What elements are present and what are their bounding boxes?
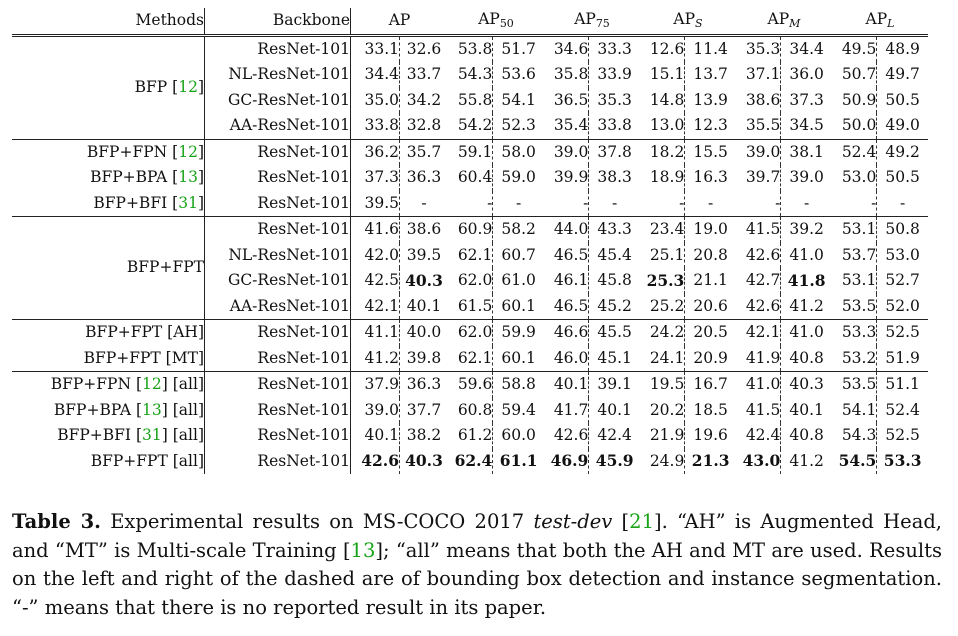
backbone-cell: ResNet-101 [205,398,351,424]
value-cell: 36.5 [544,88,589,114]
value-cell: 39.1 [589,372,640,398]
backbone-cell: AA-ResNet-101 [205,113,351,139]
value-cell: 49.2 [877,139,928,165]
backbone-cell: GC-ResNet-101 [205,268,351,294]
value-cell: 46.0 [544,346,589,372]
value-cell: 20.9 [693,348,728,367]
col-header-methods: Methods [12,8,205,35]
value-cell: 46.5 [544,294,589,320]
value-cell: 50.9 [832,88,877,114]
value-cell: 40.1 [406,296,442,315]
value-cell: 34.4 [781,35,832,62]
value-cell: 41.2 [351,346,400,372]
value-cell: 40.1 [597,400,632,419]
value-cell: 35.8 [544,62,589,88]
value-cell: 34.4 [351,62,400,88]
method-cell-bfp-bpa: BFP+BPA [13] [12,165,205,191]
value-cell: 51.7 [493,35,544,62]
value-cell: 45.4 [597,245,632,264]
backbone-cell: GC-ResNet-101 [205,88,351,114]
best-value: 61.1 [499,451,538,470]
citation-link[interactable]: 13 [142,400,162,419]
method-cell-bpa-all: BFP+BPA [13] [all] [12,398,205,424]
value-cell: 62.0 [448,320,493,346]
best-value: 54.5 [838,451,877,470]
backbone-cell: NL-ResNet-101 [205,62,351,88]
table-row [12,217,928,243]
backbone-cell: ResNet-101 [205,191,351,217]
value-cell: 41.2 [789,451,824,470]
value-cell: 50.5 [885,168,920,186]
value-cell: 59.0 [501,168,536,186]
value-cell: 45.8 [597,271,632,289]
header-row [12,8,928,35]
value-cell: 61.0 [501,271,536,289]
value-cell [832,449,877,475]
value-cell: 20.6 [693,296,728,315]
col-header-apl: $AP_L$ [865,10,895,31]
backbone-cell: ResNet-101 [205,139,351,165]
value-cell: 41.0 [781,320,832,346]
table-caption: Table 3. Experimental results on MS-COCO 2017 test-dev [21]. “AH” is Augmented Head, and “MT” is Multi-scale Training [13]; “all” means that both the AH and MT are used. Results on the left and right of the dashed are of bounding box detection and instance segmentation. “-” means that there is no reported result in its paper. [12,510,943,619]
value-cell: 37.8 [589,139,640,165]
value-cell: 53.7 [832,243,877,269]
value-cell: 11.4 [685,35,736,62]
value-cell: 33.9 [597,65,632,83]
method-cell-bfp: BFP [12] [12,35,205,139]
value-cell: 44.0 [544,217,589,243]
value-cell: 40.8 [789,426,824,444]
value-cell: 39.8 [406,348,442,367]
value-cell: 40.8 [789,348,824,367]
value-cell: - [421,193,427,212]
best-value: 40.3 [405,270,443,290]
value-cell: 60.8 [448,398,493,424]
table-row [12,165,928,191]
value-cell: - [832,191,877,217]
best-value: 41.8 [787,270,826,290]
value-cell: 39.0 [544,139,589,165]
table-row [12,423,928,449]
value-cell: 15.1 [640,62,685,88]
method-cell-fpt-all: BFP+FPT [all] [12,449,205,475]
method-cell-bfp-fpt: BFP+FPT [12,217,205,320]
value-cell: 33.1 [351,35,400,62]
table-row [12,191,928,217]
value-cell [685,449,736,475]
value-cell: 40.1 [789,400,824,419]
value-cell: 36.3 [406,168,442,186]
backbone-cell: ResNet-101 [205,217,351,243]
value-cell: - [736,191,781,217]
value-cell: 40.1 [544,372,589,398]
backbone-cell: ResNet-101 [205,320,351,346]
best-value: 21.3 [691,451,730,470]
value-cell: 38.3 [597,168,632,186]
backbone-cell: ResNet-101 [205,423,351,449]
value-cell: 53.1 [832,268,877,294]
value-cell: 54.3 [832,423,877,449]
value-cell: 13.7 [693,65,728,83]
value-cell: 59.1 [448,139,493,165]
value-cell: 52.3 [501,116,536,134]
value-cell: 39.9 [544,165,589,191]
value-cell: 50.0 [832,113,877,139]
backbone-cell: ResNet-101 [205,372,351,398]
value-cell: 53.2 [832,346,877,372]
value-cell: 59.9 [493,320,544,346]
value-cell: 59.4 [501,400,536,419]
value-cell: 46.5 [544,243,589,269]
value-cell: - [900,193,906,212]
caption-label: Table 3. [12,510,101,533]
value-cell: 20.5 [685,320,736,346]
value-cell: 13.9 [693,90,728,109]
table-row [12,398,928,424]
value-cell: 42.1 [736,320,781,346]
citation-link[interactable]: 31 [142,426,162,444]
backbone-cell: AA-ResNet-101 [205,294,351,320]
value-cell: 52.5 [877,320,928,346]
value-cell: 60.4 [448,165,493,191]
value-cell: 35.3 [736,35,781,62]
value-cell: 60.7 [501,245,536,264]
value-cell: 35.0 [351,88,400,114]
value-cell: 52.0 [885,296,920,315]
value-cell: 34.2 [406,90,442,109]
value-cell: 38.1 [781,139,832,165]
value-cell: 34.5 [789,116,824,134]
value-cell: 39.5 [406,245,442,264]
value-cell: 53.5 [832,294,877,320]
value-cell: 45.5 [589,320,640,346]
value-cell [736,449,781,475]
value-cell: - [640,191,685,217]
backbone-cell: ResNet-101 [205,35,351,62]
value-cell: 14.8 [640,88,685,114]
col-header-backbone: Backbone [205,8,351,35]
value-cell: 60.0 [501,426,536,444]
value-cell: 42.6 [544,423,589,449]
method-cell-fpt-ah: BFP+FPT [AH] [12,320,205,346]
citation-link[interactable]: 12 [178,77,198,96]
value-cell: 42.4 [736,423,781,449]
value-cell: 24.2 [640,320,685,346]
best-value: 25.3 [646,270,685,290]
table-row [12,346,928,372]
value-cell: 18.2 [640,139,685,165]
value-cell: - [804,193,810,212]
value-cell: 38.6 [736,88,781,114]
best-value: 42.6 [361,451,399,470]
value-cell: 39.7 [736,165,781,191]
citation-link[interactable]: 21 [629,510,654,533]
value-cell: 21.9 [640,423,685,449]
value-cell: 37.7 [406,400,442,419]
value-cell: 53.1 [832,217,877,243]
value-cell: 54.3 [448,62,493,88]
value-cell: 39.0 [351,398,400,424]
value-cell: 61.5 [448,294,493,320]
value-cell: 19.6 [693,426,728,444]
value-cell: 19.0 [685,217,736,243]
citation-link[interactable]: 31 [178,193,198,212]
value-cell: - [516,193,522,212]
table-row [12,449,928,475]
value-cell: 33.3 [589,35,640,62]
value-cell: 13.0 [640,113,685,139]
value-cell: 35.5 [736,113,781,139]
value-cell: 52.5 [885,426,920,444]
value-cell: - [448,191,493,217]
value-cell: 42.5 [351,268,400,294]
value-cell: 38.6 [400,217,449,243]
value-cell: - [612,193,618,212]
value-cell: 19.5 [640,372,685,398]
value-cell: 61.2 [448,423,493,449]
results-table [12,8,928,474]
value-cell: 53.3 [832,320,877,346]
value-cell: 55.8 [448,88,493,114]
best-value: 43.0 [742,451,781,470]
table-row [12,372,928,398]
value-cell: 34.6 [544,35,589,62]
value-cell: 37.9 [351,372,400,398]
value-cell: 32.6 [400,35,449,62]
value-cell: 39.0 [736,139,781,165]
col-header-ap50: $AP_{50}$ [478,10,514,31]
value-cell: 15.5 [685,139,736,165]
value-cell: 41.0 [789,245,824,264]
value-cell [877,449,928,475]
value-cell: 41.5 [736,398,781,424]
value-cell: 33.8 [351,113,400,139]
value-cell: 49.5 [832,35,877,62]
value-cell: 37.3 [789,90,824,109]
value-cell: 40.0 [400,320,449,346]
value-cell: 51.1 [877,372,928,398]
value-cell: 36.0 [789,65,824,83]
best-value: 62.4 [454,451,493,470]
value-cell [400,449,449,475]
value-cell: 60.9 [448,217,493,243]
value-cell: 52.4 [885,400,920,419]
value-cell: 16.7 [685,372,736,398]
value-cell: 53.5 [832,372,877,398]
value-cell: 50.7 [832,62,877,88]
value-cell: 60.1 [501,348,536,367]
value-cell: 25.2 [640,294,685,320]
value-cell [448,449,493,475]
value-cell: 46.6 [544,320,589,346]
value-cell: 42.6 [736,243,781,269]
value-cell: 42.0 [351,243,400,269]
value-cell [544,449,589,475]
value-cell: 60.1 [501,296,536,315]
value-cell: 40.1 [351,423,400,449]
value-cell: 59.6 [448,372,493,398]
value-cell: 51.9 [885,348,920,367]
value-cell: 62.0 [448,268,493,294]
value-cell: 36.3 [400,372,449,398]
value-cell: 50.8 [877,217,928,243]
value-cell: 35.3 [597,90,632,109]
value-cell: 42.1 [351,294,400,320]
backbone-cell: NL-ResNet-101 [205,243,351,269]
value-cell: 41.1 [351,320,400,346]
value-cell: 16.3 [693,168,728,186]
value-cell: 39.2 [781,217,832,243]
value-cell: 20.2 [640,398,685,424]
value-cell: 58.8 [493,372,544,398]
value-cell: 54.1 [832,398,877,424]
value-cell: 35.4 [544,113,589,139]
value-cell: 24.9 [640,449,685,475]
value-cell: 32.8 [406,116,442,134]
best-value: 46.9 [550,451,589,470]
method-cell-fpt-mt: BFP+FPT [MT] [12,346,205,372]
value-cell: 54.2 [448,113,493,139]
value-cell [400,268,449,294]
col-header-aps: $AP_S$ [673,10,703,31]
table-row [12,139,928,165]
value-cell: 25.1 [640,243,685,269]
value-cell: 52.7 [885,271,920,289]
citation-link[interactable]: 12 [178,142,198,161]
value-cell: 42.4 [597,426,632,444]
value-cell: 39.0 [789,168,824,186]
backbone-cell: ResNet-101 [205,449,351,475]
value-cell: 53.8 [448,35,493,62]
col-header-ap: AP [388,11,411,29]
citation-link[interactable]: 13 [178,168,198,186]
value-cell: 40.3 [781,372,832,398]
value-cell: 49.7 [885,65,920,83]
value-cell: 42.6 [736,294,781,320]
value-cell: 62.1 [448,243,493,269]
value-cell [351,449,400,475]
value-cell: 18.5 [693,400,728,419]
value-cell [781,268,832,294]
value-cell: 38.2 [406,426,442,444]
value-cell: 49.0 [885,116,920,134]
value-cell: 21.1 [693,271,728,289]
value-cell: 37.3 [351,165,400,191]
value-cell: 41.5 [736,217,781,243]
value-cell: - [708,193,714,212]
value-cell: 54.1 [501,90,536,109]
value-cell: 42.7 [736,268,781,294]
value-cell: 53.0 [832,165,877,191]
best-value: 40.3 [405,451,443,470]
value-cell [493,449,544,475]
value-cell: 12.6 [640,35,685,62]
value-cell: 23.4 [640,217,685,243]
table-row [12,320,928,346]
value-cell: 18.9 [640,165,685,191]
value-cell: 52.4 [832,139,877,165]
value-cell: 41.7 [544,398,589,424]
value-cell: 33.8 [597,116,632,134]
value-cell: 35.7 [400,139,449,165]
citation-link[interactable]: 13 [350,538,376,562]
value-cell: 41.9 [736,346,781,372]
value-cell: 20.8 [693,245,728,264]
best-value: 45.9 [595,451,634,470]
table-row [12,35,928,62]
value-cell [640,268,685,294]
value-cell: 36.2 [351,139,400,165]
value-cell: 41.6 [351,217,400,243]
value-cell: 58.2 [493,217,544,243]
value-cell: 12.3 [693,116,728,134]
value-cell: 39.5 [351,191,400,217]
value-cell [589,449,640,475]
method-cell-bfi-all: BFP+BFI [31] [all] [12,423,205,449]
value-cell: 53.0 [885,245,920,264]
value-cell: 58.0 [493,139,544,165]
backbone-cell: ResNet-101 [205,165,351,191]
value-cell: - [544,191,589,217]
value-cell: 48.9 [877,35,928,62]
value-cell: 50.5 [885,90,920,109]
col-header-apm: $AP_M$ [767,10,801,31]
method-cell-bfp-fpn: BFP+FPN [12] [12,139,205,165]
value-cell: 41.2 [789,296,824,315]
value-cell: 24.1 [640,346,685,372]
value-cell: 37.1 [736,62,781,88]
best-value: 53.3 [883,451,922,470]
value-cell: 33.7 [406,65,442,83]
backbone-cell: ResNet-101 [205,346,351,372]
value-cell: 45.2 [597,296,632,315]
value-cell: 43.3 [589,217,640,243]
value-cell: 46.1 [544,268,589,294]
method-cell-bfp-bfi: BFP+BFI [31] [12,191,205,217]
value-cell: 53.6 [501,65,536,83]
value-cell: 62.1 [448,346,493,372]
value-cell: 45.1 [597,348,632,367]
method-cell-fpn-all: BFP+FPN [12] [all] [12,372,205,398]
value-cell: 41.0 [736,372,781,398]
citation-link[interactable]: 12 [142,375,162,393]
col-header-ap75: $AP_{75}$ [574,10,610,31]
